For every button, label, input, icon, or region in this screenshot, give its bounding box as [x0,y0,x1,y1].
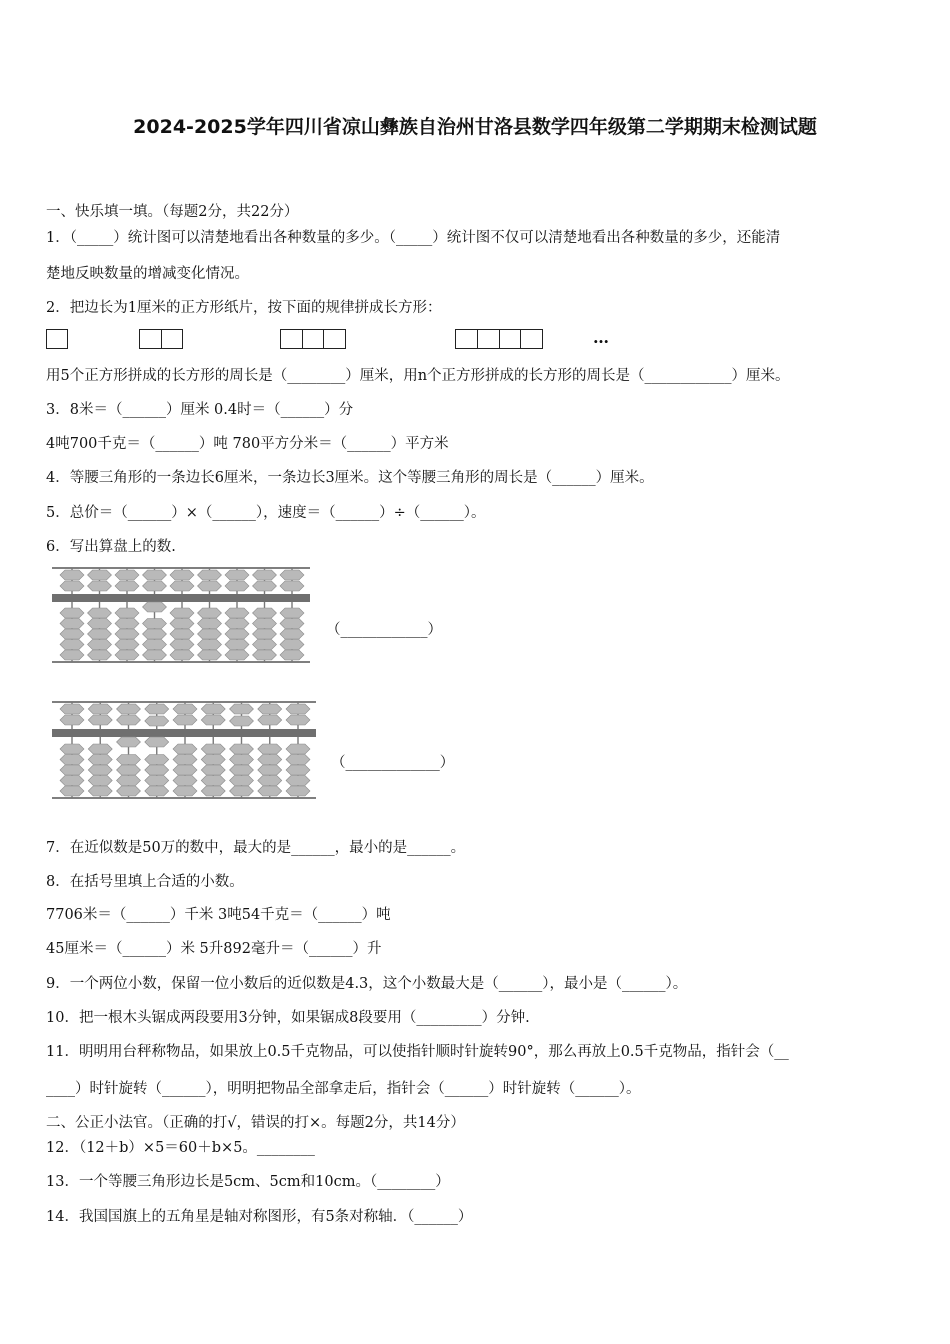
abacus-bead [115,629,139,639]
abacus-bead [60,715,84,725]
tile-2-squares [139,329,183,349]
question-1-line-2: 楚地反映数量的增减变化情况。 [46,266,249,282]
abacus-bead [173,715,197,725]
abacus-bead [258,765,282,775]
question-10: 10．把一根木头锯成两段要用3分钟，如果锯成8段要用（_________）分钟. [46,1010,530,1026]
abacus-2-image [52,700,318,800]
abacus-bead [143,650,167,660]
abacus-bead [173,704,197,714]
abacus-bead [258,715,282,725]
abacus-bead [88,744,112,754]
abacus-bead [60,786,84,796]
abacus-bead [170,581,194,591]
question-8-line-2: 45厘米＝（______）米 5升892毫升＝（______）升 [46,941,382,957]
abacus-bead [225,650,249,660]
abacus-bead [201,704,225,714]
abacus-bead [60,608,84,618]
abacus-bead [201,744,225,754]
ellipsis: … [593,328,609,347]
abacus-bead [143,602,167,612]
page-title: 2024-2025学年四川省凉山彝族自治州甘洛县数学四年级第二学期期末检测试题 [133,116,817,138]
abacus-bead [198,570,222,580]
abacus-bead [286,786,310,796]
abacus-bead [173,765,197,775]
abacus-bead [115,619,139,629]
abacus-bead [198,640,222,650]
abacus-bead [60,650,84,660]
abacus-bead [170,608,194,618]
abacus-bead [198,608,222,618]
abacus-bead [253,640,277,650]
abacus-bead [198,581,222,591]
abacus-bead [201,765,225,775]
abacus-bead [88,776,112,786]
abacus-bead [60,581,84,591]
section-1-heading: 一、快乐填一填。（每题2分，共22分） [46,204,299,220]
abacus-bead [88,629,112,639]
abacus-bead [88,570,112,580]
question-6: 6．写出算盘上的数. [46,539,176,555]
abacus-bead [225,629,249,639]
abacus-bead [117,704,141,714]
abacus-bead [143,640,167,650]
abacus-bead [253,650,277,660]
abacus-bead [198,629,222,639]
abacus-bead [145,765,169,775]
abacus-bead [170,619,194,629]
abacus-bead [115,640,139,650]
abacus-bead [145,755,169,765]
abacus-bead [115,581,139,591]
abacus-bead [88,581,112,591]
abacus-bead [230,786,254,796]
abacus-bead [258,786,282,796]
question-2-line-1: 2．把边长为1厘米的正方形纸片，按下面的规律拼成长方形： [46,300,442,316]
tile-3-squares [280,329,346,349]
question-12: 12．（12＋b）×5＝60＋b×5。________ [46,1140,315,1156]
abacus-bead [230,776,254,786]
abacus-bead [117,715,141,725]
abacus-bead [173,786,197,796]
abacus-bead [60,619,84,629]
abacus-bead [60,765,84,775]
abacus-bead [286,715,310,725]
abacus-bead [225,608,249,618]
abacus-bead [286,765,310,775]
abacus-bead [60,755,84,765]
abacus-bead [258,704,282,714]
question-1-line-1: 1．（_____）统计图可以清楚地看出各种数量的多少。（_____）统计图不仅可以清楚地看出各种数量的多少，还能清 [46,230,781,246]
abacus-bead [117,737,141,747]
abacus-bead [60,776,84,786]
abacus-bead [253,608,277,618]
abacus-bead [145,716,169,726]
abacus-bead [286,704,310,714]
abacus-bead [143,581,167,591]
question-4: 4．等腰三角形的一条边长6厘米，一条边长3厘米。这个等腰三角形的周长是（______）厘米。 [46,470,654,486]
abacus-1-image [52,566,312,664]
abacus-bead [117,786,141,796]
abacus-bead [60,704,84,714]
tile-1-square [46,329,68,349]
abacus-bead [170,650,194,660]
abacus-bead [117,765,141,775]
abacus-bead [225,581,249,591]
abacus-bead [253,570,277,580]
abacus-bead [117,755,141,765]
abacus-bead [117,776,141,786]
abacus-bead [253,629,277,639]
abacus-bead [280,581,304,591]
abacus-bead [88,765,112,775]
abacus-bead [170,629,194,639]
question-5: 5．总价＝（______）×（______），速度＝（______）÷（______）。 [46,505,486,521]
abacus-bead [198,619,222,629]
abacus-bead [60,640,84,650]
question-14: 14．我国国旗上的五角星是轴对称图形，有5条对称轴．（______） [46,1209,473,1225]
abacus-bead [286,744,310,754]
abacus-bead [143,570,167,580]
abacus-bead [230,755,254,765]
abacus-bead [170,570,194,580]
question-11-line-1: 11．明明用台秤称物品，如果放上0.5千克物品，可以使指针顺时针旋转90°，那么再放上0.5千克物品，指针会（__ [46,1044,789,1060]
abacus-bead [201,786,225,796]
abacus-bead [280,619,304,629]
abacus-bead [201,715,225,725]
abacus-bead [145,704,169,714]
abacus-bead [143,619,167,629]
question-3-line-2: 4吨700千克＝（______）吨 780平方分米＝（______）平方米 [46,436,449,452]
abacus-1-answer: （____________） [326,622,442,638]
abacus-bead [60,629,84,639]
abacus-bead [88,715,112,725]
abacus-bead [143,629,167,639]
question-8: 8．在括号里填上合适的小数。 [46,874,244,890]
abacus-bead [88,608,112,618]
abacus-bead [173,744,197,754]
abacus-bead [280,629,304,639]
question-3-line-1: 3．8米＝（______）厘米 0.4时＝（______）分 [46,402,354,418]
section-2-heading: 二、公正小法官。（正确的打√，错误的打×。每题2分，共14分） [46,1115,465,1131]
abacus-bead [60,570,84,580]
abacus-bead [225,640,249,650]
abacus-bead [198,650,222,660]
abacus-bead [145,776,169,786]
question-2-line-2: 用5个正方形拼成的长方形的周长是（________）厘米，用n个正方形拼成的长方形的周长是（____________）厘米。 [46,368,790,384]
abacus-bead [225,570,249,580]
abacus-bead [201,755,225,765]
abacus-bead [173,776,197,786]
abacus-bead [286,776,310,786]
abacus-bead [201,776,225,786]
abacus-bead [60,744,84,754]
abacus-bead [280,570,304,580]
abacus-bead [230,744,254,754]
abacus-bead [88,786,112,796]
abacus-beam [52,594,310,602]
abacus-bead [88,755,112,765]
abacus-bead [145,786,169,796]
abacus-bead [258,744,282,754]
abacus-bead [258,755,282,765]
abacus-bead [253,619,277,629]
abacus-bead [88,619,112,629]
abacus-bead [115,650,139,660]
abacus-bead [286,755,310,765]
tile-4-squares [455,329,543,349]
abacus-bead [280,650,304,660]
abacus-bead [115,570,139,580]
abacus-bead [230,716,254,726]
abacus-bead [170,640,194,650]
abacus-beam [52,729,316,737]
abacus-bead [230,765,254,775]
abacus-bead [88,640,112,650]
question-9: 9．一个两位小数，保留一位小数后的近似数是4.3，这个小数最大是（______），最小是（______）。 [46,976,688,992]
abacus-bead [88,650,112,660]
abacus-bead [88,704,112,714]
abacus-bead [253,581,277,591]
abacus-bead [115,608,139,618]
question-8-line-1: 7706米＝（______）千米 3吨54千克＝（______）吨 [46,907,391,923]
abacus-bead [280,640,304,650]
abacus-bead [280,608,304,618]
question-7: 7．在近似数是50万的数中，最大的是______，最小的是______。 [46,840,466,856]
question-11-line-2: ____）时针旋转（______），明明把物品全部拿走后，指针会（______）时针旋转（______）。 [46,1081,641,1097]
abacus-bead [258,776,282,786]
abacus-bead [145,737,169,747]
abacus-2-answer: （_____________） [331,755,455,771]
question-13: 13．一个等腰三角形边长是5cm、5cm和10cm。（________） [46,1174,450,1190]
abacus-bead [230,704,254,714]
abacus-bead [225,619,249,629]
abacus-bead [173,755,197,765]
